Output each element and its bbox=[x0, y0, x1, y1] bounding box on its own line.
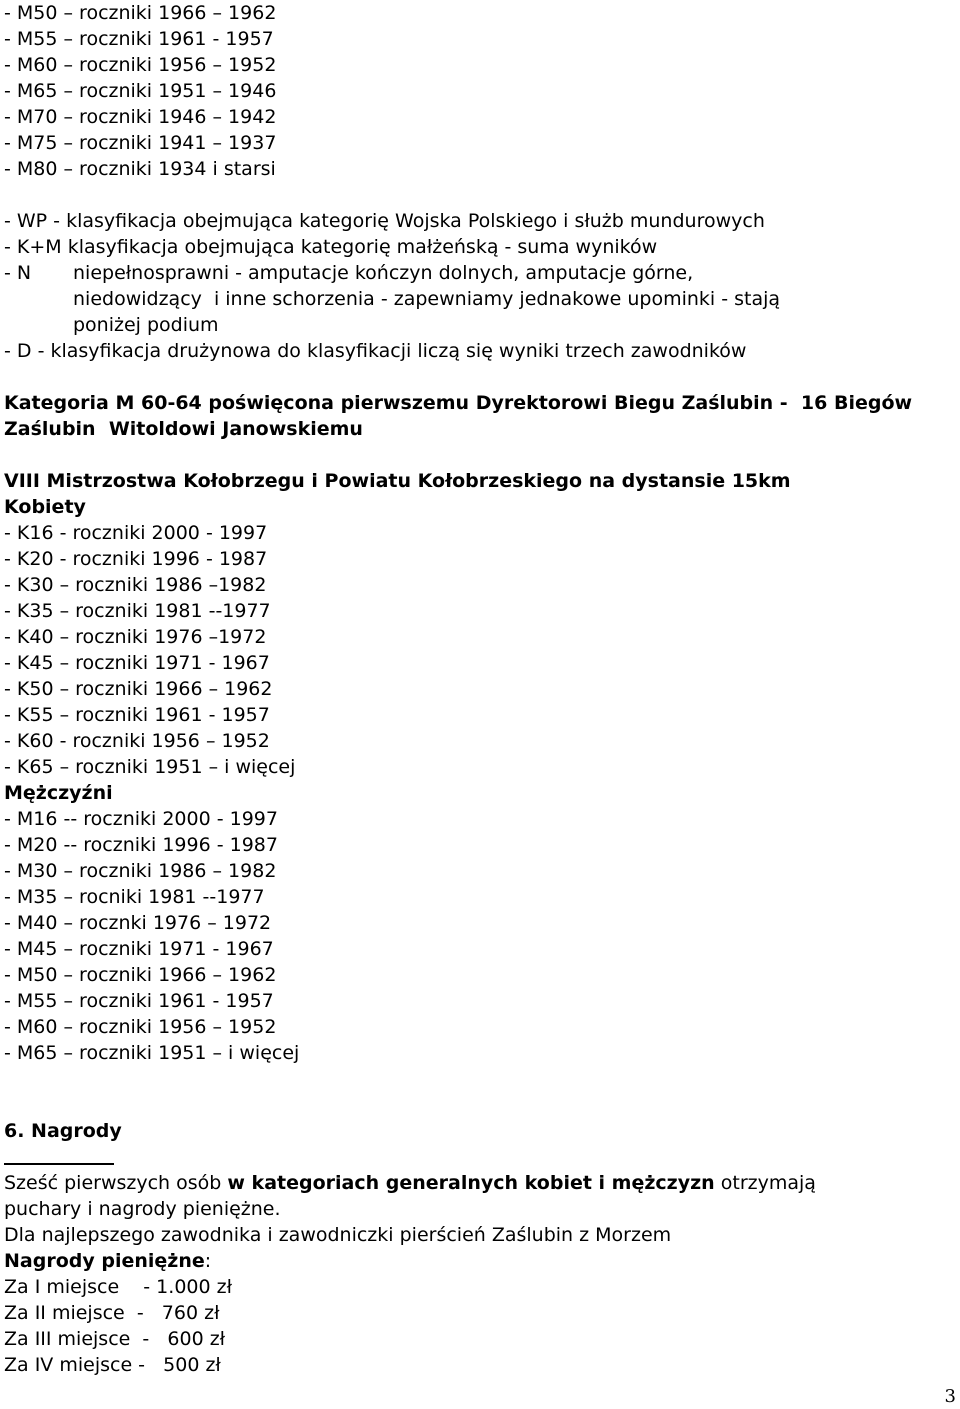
men-top-category-list bbox=[4, 0, 954, 182]
prizes-heading: 6. Nagrody bbox=[4, 1120, 122, 1142]
prizes-paragraph-1 bbox=[4, 1170, 954, 1196]
men-heading: Mężczyźni bbox=[4, 782, 113, 804]
list-item: - M70 – roczniki 1946 – 1942 bbox=[4, 106, 277, 128]
classification-n-tag: - N bbox=[4, 262, 32, 284]
list-item: - M65 – roczniki 1951 – 1946 bbox=[4, 80, 277, 102]
list-item: - K45 – roczniki 1971 - 1967 bbox=[4, 652, 270, 674]
list-item: - M65 – roczniki 1951 – i więcej bbox=[4, 1042, 300, 1064]
list-item: Za IV miejsce - 500 zł bbox=[4, 1354, 221, 1376]
classification-n-line2: niedowidzący i inne schorzenia - zapewniamy jednakowe upominki - stają bbox=[73, 288, 781, 310]
prizes-paragraph-2: Dla najlepszego zawodnika i zawodniczki pierścień Zaślubin z Morzem bbox=[4, 1224, 672, 1246]
list-item: Za I miejsce - 1.000 zł bbox=[4, 1276, 232, 1298]
list-item: - M50 – roczniki 1966 – 1962 bbox=[4, 2, 277, 24]
list-item: - K65 – roczniki 1951 – i więcej bbox=[4, 756, 296, 778]
list-item: - M30 – roczniki 1986 – 1982 bbox=[4, 860, 277, 882]
dedication-line-2: Zaślubin Witoldowi Janowskiemu bbox=[4, 418, 363, 440]
money-prizes-label: Nagrody pieniężne bbox=[4, 1250, 205, 1272]
list-item: - M40 – rocznki 1976 – 1972 bbox=[4, 912, 272, 934]
dedication-line-1: Kategoria M 60-64 poświęcona pierwszemu Dyrektorowi Biegu Zaślubin - 16 Biegów bbox=[4, 392, 913, 414]
championship-title: VIII Mistrzostwa Kołobrzegu i Powiatu Kołobrzeskiego na dystansie 15km bbox=[4, 470, 791, 492]
prizes-p1-tail: otrzymają bbox=[714, 1172, 816, 1194]
women-category-list bbox=[4, 520, 954, 780]
men-category-list bbox=[4, 806, 954, 1066]
list-item: - M75 – roczniki 1941 – 1937 bbox=[4, 132, 277, 154]
list-item: - K60 - roczniki 1956 – 1952 bbox=[4, 730, 270, 752]
classification-d: - D - klasyfikacja drużynowa do klasyfikacji liczą się wyniki trzech zawodników bbox=[4, 340, 747, 362]
classification-km: - K+M klasyfikacja obejmująca kategorię małżeńską - suma wyników bbox=[4, 236, 658, 258]
list-item: - M20 -- roczniki 1996 - 1987 bbox=[4, 834, 278, 856]
list-item: - M45 – roczniki 1971 - 1967 bbox=[4, 938, 274, 960]
divider bbox=[4, 1144, 954, 1170]
page-number: 3 bbox=[944, 1386, 956, 1407]
money-prizes-list bbox=[4, 1274, 954, 1378]
prizes-p1-emphasis: w kategoriach generalnych kobiet i mężczyzn bbox=[227, 1172, 715, 1194]
list-item: - M16 -- roczniki 2000 - 1997 bbox=[4, 808, 278, 830]
classification-wp: - WP - klasyfikacja obejmująca kategorię Wojska Polskiego i służb mundurowych bbox=[4, 210, 765, 232]
list-item: - M60 – roczniki 1956 – 1952 bbox=[4, 54, 277, 76]
special-classifications bbox=[4, 208, 954, 364]
document-page bbox=[4, 0, 954, 1378]
list-item: - M55 – roczniki 1961 - 1957 bbox=[4, 28, 274, 50]
money-prizes-colon: : bbox=[204, 1250, 212, 1272]
list-item: - K50 – roczniki 1966 – 1962 bbox=[4, 678, 273, 700]
list-item: - K16 - roczniki 2000 - 1997 bbox=[4, 522, 268, 544]
classification-n-line3: poniżej podium bbox=[73, 314, 219, 336]
list-item: - M50 – roczniki 1966 – 1962 bbox=[4, 964, 277, 986]
prizes-p1-text: Sześć pierwszych osób bbox=[4, 1172, 228, 1194]
prizes-section bbox=[4, 1118, 954, 1378]
list-item: - K40 – roczniki 1976 –1972 bbox=[4, 626, 267, 648]
list-item: Za III miejsce - 600 zł bbox=[4, 1328, 226, 1350]
list-item: - M55 – roczniki 1961 - 1957 bbox=[4, 990, 274, 1012]
list-item: - K35 – roczniki 1981 --1977 bbox=[4, 600, 271, 622]
list-item: - K20 - roczniki 1996 - 1987 bbox=[4, 548, 268, 570]
money-prizes-heading bbox=[4, 1248, 954, 1274]
prizes-paragraph-1-line-2: puchary i nagrody pieniężne. bbox=[4, 1198, 281, 1220]
list-item: - K55 – roczniki 1961 - 1957 bbox=[4, 704, 270, 726]
dedication bbox=[4, 390, 954, 442]
championship-section bbox=[4, 468, 954, 1066]
classification-n bbox=[4, 260, 954, 286]
list-item: Za II miejsce - 760 zł bbox=[4, 1302, 220, 1324]
list-item: - M80 – roczniki 1934 i starsi bbox=[4, 158, 276, 180]
list-item: - K30 – roczniki 1986 –1982 bbox=[4, 574, 267, 596]
women-heading: Kobiety bbox=[4, 496, 86, 518]
list-item: - M60 – roczniki 1956 – 1952 bbox=[4, 1016, 277, 1038]
classification-n-text: niepełnosprawni - amputacje kończyn dolnych, amputacje górne, bbox=[73, 262, 694, 284]
list-item: - M35 – rocniki 1981 --1977 bbox=[4, 886, 265, 908]
